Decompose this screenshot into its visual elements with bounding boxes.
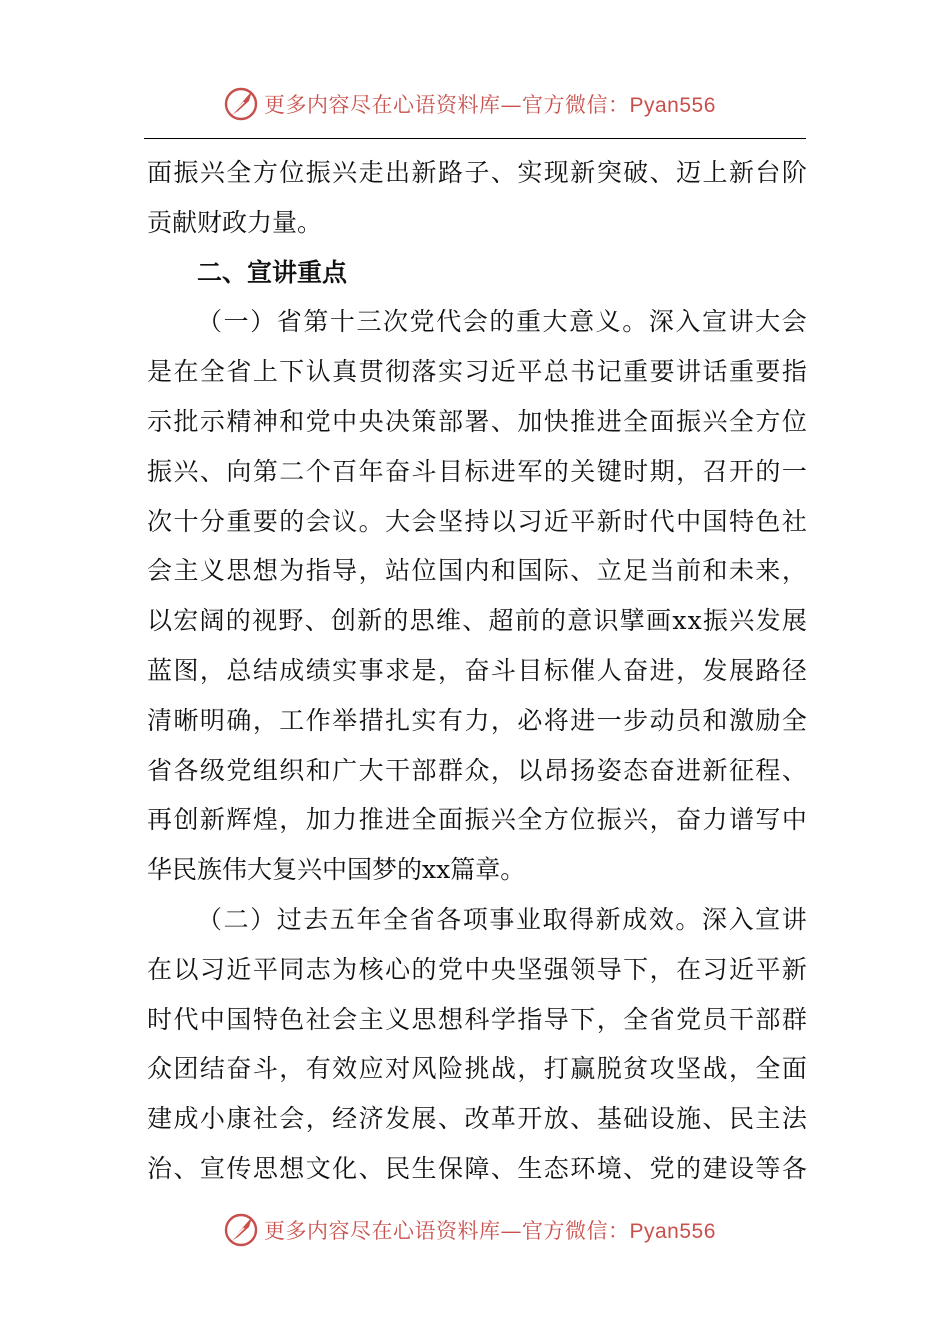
text-line: 建 成 小 康 社 会 ， 经 济 发 展 、 改 革 开 放 、 基 础 设 施 、 民 主 法 (147, 1104, 807, 1134)
text-line: 以 宏 阔 的 视 野 、 创 新 的 思 维 、 超 前 的 意 识 擘 画 x x 振 兴 发 展 (147, 606, 807, 636)
quill-logo-icon (222, 1211, 260, 1249)
text-line: 蓝 图 ， 总 结 成 绩 实 事 求 是 ， 奋 斗 目 标 催 人 奋 进 ， 发 展 路 径 (147, 655, 807, 685)
text-line: 贡献财政力量。 (147, 207, 323, 237)
text-line: 华民族伟大复兴中国梦的xx篇章。 (147, 855, 526, 885)
text-line: （ 一 ） 省 第 十 三 次 党 代 会 的 重 大 意 义 。 深 入 宣 讲 大 会 (197, 307, 807, 337)
text-line: 治 、 宣 传 思 想 文 化 、 民 生 保 障 、 生 态 环 境 、 党 的 建 设 等 各 (147, 1153, 807, 1183)
text-line: 众 团 结 奋 斗 ， 有 效 应 对 风 险 挑 战 ， 打 赢 脱 贫 攻 坚 战 ， 全 面 (147, 1054, 807, 1084)
text-line: 示 批 示 精 神 和 党 中 央 决 策 部 署 、 加 快 推 进 全 面 振 兴 全 方 位 (147, 406, 807, 436)
footer-banner (222, 1210, 716, 1250)
text-line: 会 主 义 思 想 为 指 导 ， 站 位 国 内 和 国 际 、 立 足 当 前 和 未 来 ， (147, 556, 807, 586)
text-line: 时 代 中 国 特 色 社 会 主 义 思 想 科 学 指 导 下 ， 全 省 党 员 干 部 群 (147, 1004, 807, 1034)
text-line: 再 创 新 辉 煌 ， 加 力 推 进 全 面 振 兴 全 方 位 振 兴 ， 奋 力 谱 写 中 (147, 805, 807, 835)
body-text (147, 148, 807, 1194)
text-line: 次 十 分 重 要 的 会 议 。 大 会 坚 持 以 习 近 平 新 时 代 中 国 特 色 社 (147, 506, 807, 536)
header-banner-wechat-id: Pyan556 (629, 94, 716, 117)
footer-banner-text (264, 1215, 716, 1245)
header-rule (144, 138, 806, 139)
quill-logo-icon (222, 85, 260, 123)
header-banner-text (264, 89, 716, 119)
text-line: 面 振 兴 全 方 位 振 兴 走 出 新 路 子 、 实 现 新 突 破 、 迈 上 新 台 阶 (147, 158, 807, 187)
text-line: 在 以 习 近 平 同 志 为 核 心 的 党 中 央 坚 强 领 导 下 ， 在 习 近 平 新 (147, 954, 807, 984)
text-line: （ 二 ） 过 去 五 年 全 省 各 项 事 业 取 得 新 成 效 。 深 入 宣 讲 (197, 904, 807, 934)
text-line: 振 兴 、 向 第 二 个 百 年 奋 斗 目 标 进 军 的 关 键 时 期 ， 召 开 的 一 (147, 456, 807, 486)
footer-banner-wechat-id: Pyan556 (629, 1220, 716, 1243)
section-heading: 二、宣讲重点 (197, 257, 348, 287)
header-banner-label: 更多内容尽在心语资料库—官方微信： (264, 93, 630, 117)
text-line: 清 晰 明 确 ， 工 作 举 措 扎 实 有 力 ， 必 将 进 一 步 动 员 和 激 励 全 (147, 705, 807, 735)
header-banner (222, 84, 716, 124)
footer-banner-label: 更多内容尽在心语资料库—官方微信： (264, 1219, 630, 1243)
text-line: 省 各 级 党 组 织 和 广 大 干 部 群 众 ， 以 昂 扬 姿 态 奋 进 新 征 程 、 (147, 755, 807, 785)
text-line: 是 在 全 省 上 下 认 真 贯 彻 落 实 习 近 平 总 书 记 重 要 讲 话 重 要 指 (147, 357, 807, 387)
